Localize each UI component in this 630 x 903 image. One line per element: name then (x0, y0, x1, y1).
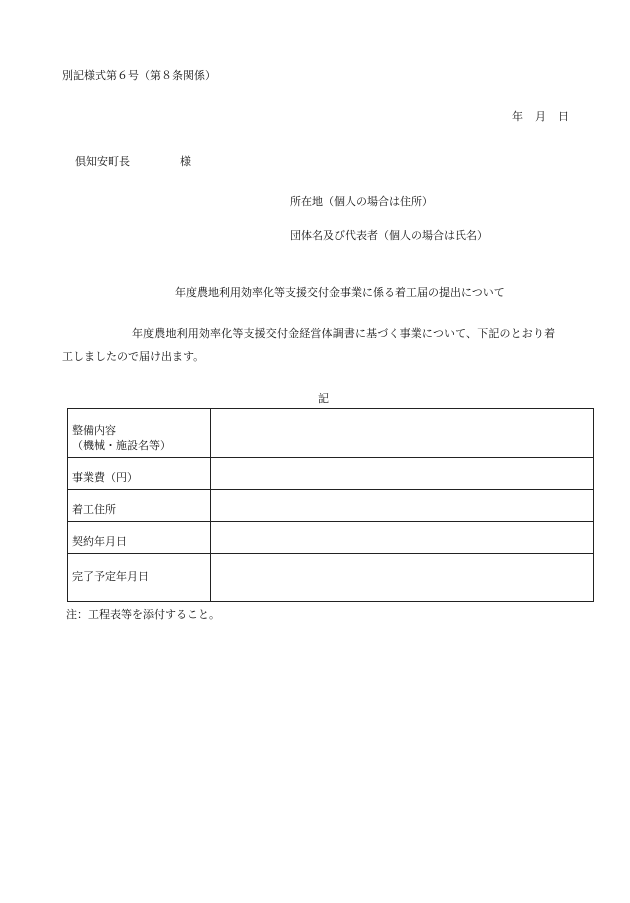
row-value-site[interactable] (211, 490, 594, 522)
row-label-cost: 事業費（円） (68, 458, 211, 490)
table-row (68, 409, 594, 458)
body-text-line-2: 工しましたので届け出ます。 (62, 350, 205, 363)
table-row (68, 490, 594, 522)
ki-heading: 記 (318, 392, 329, 405)
applicant-org-label: 団体名及び代表者（個人の場合は氏名） (290, 229, 488, 242)
row-value-contract-date[interactable] (211, 522, 594, 554)
footnote: 注：工程表等を添付すること。 (66, 608, 220, 621)
label-line: 整備内容 (72, 424, 116, 438)
row-value-completion-date[interactable] (211, 554, 594, 602)
row-label-equipment (68, 409, 211, 458)
document-subject: 年度農地利用効率化等支援交付金事業に係る着工届の提出について (175, 286, 505, 299)
row-label-contract-date: 契約年月日 (68, 522, 211, 554)
body-text-line-1: 年度農地利用効率化等支援交付金経営体調書に基づく事業について、下記のとおり着 (132, 327, 556, 340)
date-day: 日 (558, 110, 569, 123)
addressee-honorific: 様 (180, 155, 191, 168)
addressee-name: 倶知安町長 (75, 155, 130, 168)
date-line (512, 110, 569, 123)
form-number: 別記様式第６号（第８条関係） (62, 69, 216, 82)
label-line: （機械・施設名等） (72, 439, 171, 453)
applicant-address-label: 所在地（個人の場合は住所） (290, 195, 433, 208)
table-row (68, 554, 594, 602)
row-label-site: 着工住所 (68, 490, 211, 522)
row-value-equipment[interactable] (211, 409, 594, 458)
table-row (68, 522, 594, 554)
date-month: 月 (535, 110, 546, 123)
record-table (67, 408, 594, 602)
date-year: 年 (512, 110, 523, 123)
table-row (68, 458, 594, 490)
row-value-cost[interactable] (211, 458, 594, 490)
row-label-completion-date: 完了予定年月日 (68, 554, 211, 602)
